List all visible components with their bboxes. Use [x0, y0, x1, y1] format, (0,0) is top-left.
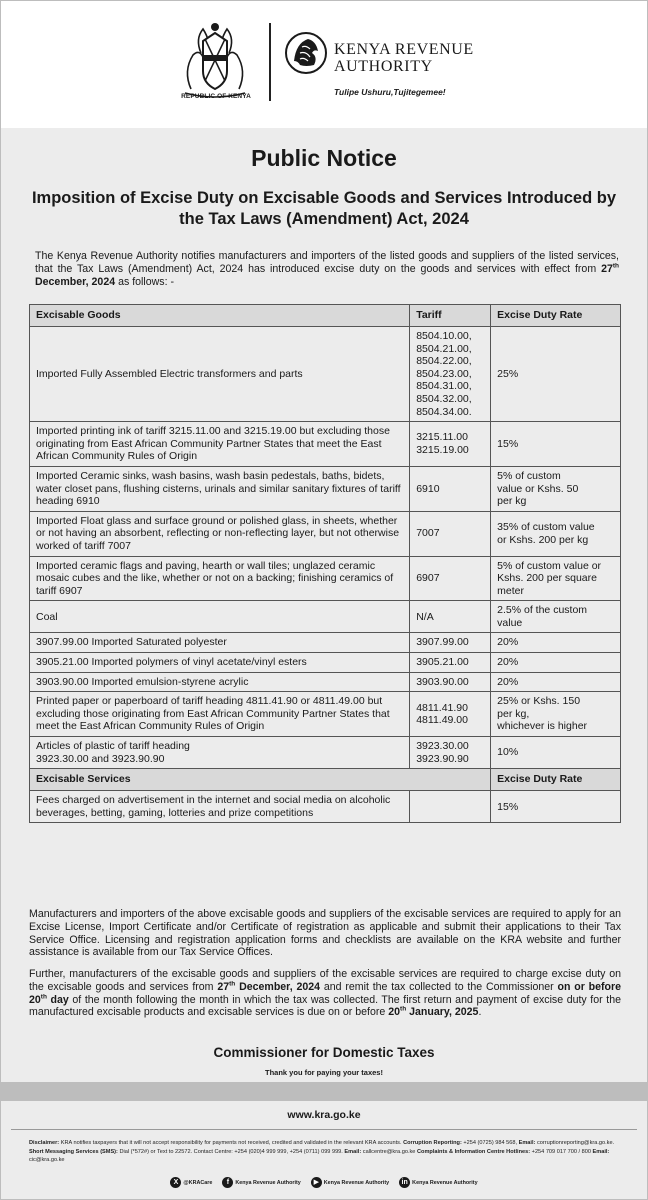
email-text[interactable]: corruptionreporting@kra.go.ke. — [536, 1140, 615, 1146]
table-row — [30, 556, 621, 601]
complaints-label: Complaints & Information Centre Hotlines: — [416, 1148, 531, 1155]
tariff-cell: 8504.10.00, 8504.21.00, 8504.22.00, 8504.23.00, 8504.31.00, 8504.32.00, 8504.34.00. — [410, 327, 491, 422]
social-links — [1, 1177, 647, 1188]
email2-label: Email: — [344, 1148, 362, 1155]
para2-bold2-b: day — [50, 993, 69, 1006]
rate-cell: 20% — [491, 653, 621, 673]
commissioner-signature: Commissioner for Domestic Taxes — [213, 1045, 435, 1060]
table-row — [30, 466, 621, 511]
application-paragraph: Manufacturers and importers of the above excisable goods and suppliers of the excisable services are required to apply for an Excise License, Import Certificate and/or Certificate of registration as applicable and submit their applications to their Tax Service Office. Licensing and registration application forms and checklists are available on the KRA website and further assistance is available from our Tax Service Offices. — [29, 908, 621, 959]
intro-date-day: 27 — [601, 263, 613, 275]
goods-cell: Imported printing ink of tariff 3215.11.00 and 3215.19.00 but excluding those originating from East African Community Partner States that meet the East African Community Rules of Origin — [30, 422, 410, 467]
services-rate-header: Excise Duty Rate — [491, 769, 621, 791]
goods-cell: Imported ceramic flags and paving, hearth or wall tiles; unglazed ceramic mosaic cubes and the like, whether or not on a backing; finishing ceramics of tariff 6907 — [30, 556, 410, 601]
sms-text: Dial (*572#) or Text to 22572. Contact Centre: +254 (020)4 999 999, +254 (0711) 099 999. — [119, 1148, 343, 1155]
table-row — [30, 692, 621, 737]
services-header-row — [30, 769, 621, 791]
rate-cell: 25% or Kshs. 150 per kg, whichever is higher — [491, 692, 621, 737]
para2-date1-rest: December, 2024 — [239, 980, 321, 993]
rate-cell: 20% — [491, 672, 621, 692]
x-icon: X — [170, 1177, 181, 1188]
goods-cell: Imported Fully Assembled Electric transformers and parts — [30, 327, 410, 422]
goods-cell: 3903.90.00 Imported emulsion-styrene acrylic — [30, 672, 410, 692]
para2-sup-th-3: th — [400, 1005, 407, 1013]
intro-tail: as follows: - — [118, 276, 174, 288]
table-row — [30, 601, 621, 633]
social-link[interactable] — [311, 1177, 389, 1188]
goods-cell: Articles of plastic of tariff heading 3923.30.00 and 3923.90.90 — [30, 737, 410, 769]
notice-title: Public Notice — [251, 145, 397, 171]
email3-text[interactable]: cic@kra.go.ke — [29, 1157, 65, 1163]
sms-label: Short Messaging Services (SMS): — [29, 1148, 118, 1155]
kra-name — [334, 41, 474, 75]
table-row — [30, 327, 621, 422]
social-label: Kenya Revenue Authority — [235, 1179, 301, 1186]
notice-subtitle: Imposition of Excise Duty on Excisable Goods and Services Introduced by the Tax Laws (Amendment) Act, 2024 — [31, 189, 617, 228]
table-row — [30, 633, 621, 653]
tariff-cell: 6910 — [410, 466, 491, 511]
tariff-cell: 7007 — [410, 511, 491, 556]
disclaimer-label: Disclaimer: — [29, 1140, 60, 1146]
rate-cell: 35% of custom value or Kshs. 200 per kg — [491, 511, 621, 556]
linkedin-icon: in — [399, 1177, 410, 1188]
social-label: @KRACare — [183, 1179, 213, 1186]
kra-lion-logo-icon — [284, 31, 328, 75]
header — [1, 1, 647, 128]
tariff-cell: N/A — [410, 601, 491, 633]
tariff-cell: 6907 — [410, 556, 491, 601]
goods-cell: Printed paper or paperboard of tariff heading 4811.41.90 or 4811.49.00 but excluding those originating from East African Community Partner States that meet the East African Community Rules of Origin — [30, 692, 410, 737]
rate-column-header: Excise Duty Rate — [491, 305, 621, 327]
tariff-cell: 3923.30.00 3923.90.90 — [410, 737, 491, 769]
rate-cell: 2.5% of the custom value — [491, 601, 621, 633]
youtube-icon: ▶ — [311, 1177, 322, 1188]
para2-sup-th-1: th — [229, 980, 236, 988]
corruption-label: Corruption Reporting: — [403, 1140, 462, 1146]
disclaimer-text: KRA notifies taxpayers that it will not accept responsibility for payments not received, credited and validated in the relevant KRA accounts. — [60, 1140, 402, 1146]
header-divider — [269, 23, 271, 101]
remittance-paragraph — [29, 968, 621, 1019]
table-row — [30, 653, 621, 673]
thanks-message: Thank you for paying your taxes! — [265, 1068, 383, 1077]
para2-bold2-a: on or before 20 — [29, 980, 621, 1006]
para2-end: . — [478, 1006, 482, 1019]
excise-duty-table — [29, 304, 621, 823]
coat-of-arms-icon — [173, 19, 257, 101]
grey-band — [1, 1082, 647, 1101]
facebook-icon: f — [222, 1177, 233, 1188]
table-header-row — [30, 305, 621, 327]
republic-of-kenya-label: REPUBLIC OF KENYA — [181, 93, 251, 100]
goods-cell: 3907.99.00 Imported Saturated polyester — [30, 633, 410, 653]
goods-column-header: Excisable Goods — [30, 305, 410, 327]
intro-text: The Kenya Revenue Authority notifies manufacturers and importers of the listed goods and suppliers of the listed services, that the Tax Laws (Amendment) Act, 2024 has introduced excise duty on the goods and services with effect from — [35, 250, 619, 275]
intro-date-rest: December, 2024 — [35, 276, 116, 288]
para2-b: and remit the tax collected to the Commissioner — [323, 980, 554, 993]
para2-date2-a: 20 — [388, 1006, 401, 1019]
tariff-column-header: Tariff — [410, 305, 491, 327]
social-link[interactable] — [399, 1177, 477, 1188]
kra-tagline: Tulipe Ushuru,Tujitegemee! — [334, 87, 446, 97]
service-cell: Fees charged on advertisement in the internet and social media on alcoholic beverages, betting, gaming, lotteries and prize competitions — [30, 791, 410, 823]
email3-label: Email: — [592, 1148, 610, 1155]
service-tariff-cell — [410, 791, 491, 823]
intro-date-sup: th — [612, 262, 619, 270]
table-row — [30, 672, 621, 692]
table-row — [30, 737, 621, 769]
para2-a: Further, manufacturers of the excisable goods and suppliers of the excisable services are required to charge excise duty on the excisable goods and services from — [29, 968, 621, 993]
table-row — [30, 422, 621, 467]
footer-divider — [11, 1129, 637, 1130]
goods-cell: 3905.21.00 Imported polymers of vinyl acetate/vinyl esters — [30, 653, 410, 673]
rate-cell: 15% — [491, 422, 621, 467]
tariff-cell: 3903.90.00 — [410, 672, 491, 692]
tariff-cell: 3905.21.00 — [410, 653, 491, 673]
intro-paragraph — [35, 250, 619, 289]
table-row — [30, 511, 621, 556]
services-column-header: Excisable Services — [30, 769, 491, 791]
para2-sup-th-2: th — [40, 993, 47, 1001]
social-link[interactable] — [222, 1177, 300, 1188]
corruption-text: +254 (0725) 984 568, — [463, 1140, 518, 1146]
social-label: Kenya Revenue Authority — [412, 1179, 478, 1186]
email2-text[interactable]: callcentre@kra.go.ke — [362, 1148, 416, 1155]
tariff-cell: 4811.41.90 4811.49.00 — [410, 692, 491, 737]
email-label: Email: — [518, 1140, 536, 1146]
complaints-text: +254 709 017 700 / 800 — [531, 1148, 591, 1155]
para2-c: of the month following the month in which the tax was collected. The first return and payment of excise duty for the manufactured excisable products and excisable services is due on or before — [29, 993, 621, 1019]
kra-name-line1: KENYA REVENUE — [334, 41, 474, 58]
rate-cell: 10% — [491, 737, 621, 769]
website-link[interactable]: www.kra.go.ke — [287, 1109, 361, 1121]
rate-cell: 25% — [491, 327, 621, 422]
goods-cell: Imported Ceramic sinks, wash basins, wash basin pedestals, baths, bidets, water closet pans, flushing cisterns, urinals and similar sanitary fixtures of tariff heading 6910 — [30, 466, 410, 511]
rate-cell: 20% — [491, 633, 621, 653]
goods-cell: Coal — [30, 601, 410, 633]
rate-cell: 5% of custom value or Kshs. 200 per square meter — [491, 556, 621, 601]
disclaimer — [29, 1139, 621, 1165]
service-rate-cell: 15% — [491, 791, 621, 823]
rate-cell: 5% of custom value or Kshs. 50 per kg — [491, 466, 621, 511]
tariff-cell: 3215.11.00 3215.19.00 — [410, 422, 491, 467]
para2-date2-b: January, 2025 — [409, 1006, 479, 1019]
para2-date1-day: 27 — [217, 980, 230, 993]
social-link[interactable] — [170, 1177, 212, 1188]
table-row — [30, 791, 621, 823]
goods-cell: Imported Float glass and surface ground or polished glass, in sheets, whether or not having an absorbent, reflecting or non-reflecting layer, but not otherwise worked of tariff 7007 — [30, 511, 410, 556]
tariff-cell: 3907.99.00 — [410, 633, 491, 653]
social-label: Kenya Revenue Authority — [323, 1179, 390, 1186]
kra-name-line2: AUTHORITY — [334, 58, 433, 75]
